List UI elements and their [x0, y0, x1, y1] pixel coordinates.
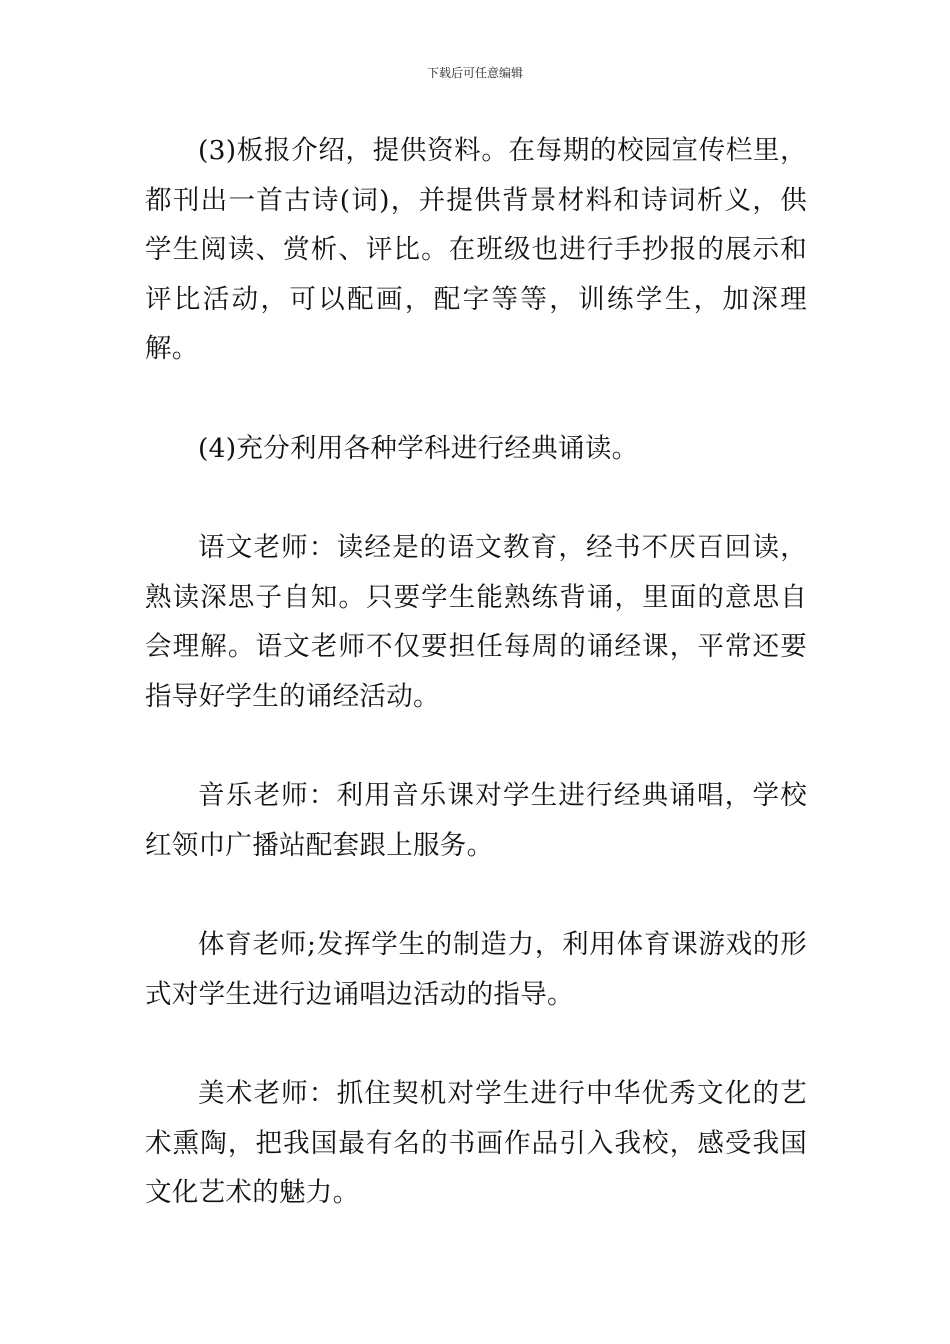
paragraph-art-teacher: 美术老师：抓住契机对学生进行中华优秀文化的艺术熏陶，把我国最有名的书画作品引入我校，感受我国文化艺术的魅力。 — [145, 1078, 807, 1208]
document-body — [145, 126, 807, 1218]
paragraph-chinese-teacher: 语文老师：读经是的语文教育，经书不厌百回读，熟读深思子自知。只要学生能熟练背诵，里面的意思自会理解。语文老师不仅要担任每周的诵经课，平常还要指导好学生的诵经活动。 — [145, 532, 807, 712]
paragraph-subject-reading: (4)充分利用各种学科进行经典诵读。 — [198, 432, 639, 464]
paragraph-spacer — [145, 721, 807, 771]
paragraph-spacer — [145, 870, 807, 920]
paragraph-spacer — [145, 374, 807, 424]
paragraph-music-teacher: 音乐老师：利用音乐课对学生进行经典诵唱，学校红领巾广播站配套跟上服务。 — [145, 780, 807, 861]
paragraph-spacer — [145, 473, 807, 523]
paragraph-spacer — [145, 1019, 807, 1069]
paragraph-blackboard-report: (3)板报介绍，提供资料。在每期的校园宣传栏里，都刊出一首古诗(词)，并提供背景材料和诗词析义，供学生阅读、赏析、评比。在班级也进行手抄报的展示和评比活动，可以配画，配字等等，训练学生，加深理解。 — [145, 135, 807, 364]
page-header: 下载后可任意编辑 — [426, 66, 523, 80]
paragraph-pe-teacher: 体育老师;发挥学生的制造力，利用体育课游戏的形式对学生进行边诵唱边活动的指导。 — [145, 929, 807, 1010]
